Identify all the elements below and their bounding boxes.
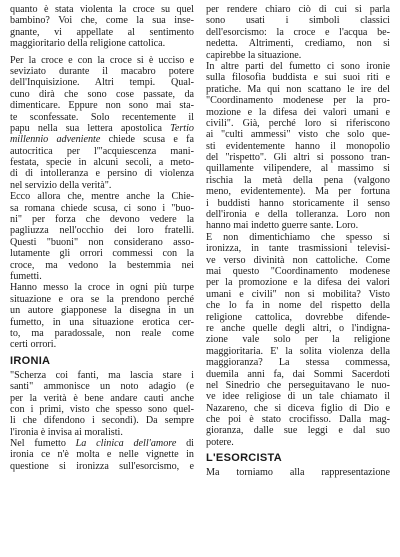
text-line: gnante, vi appellate al sentimento — [10, 26, 194, 38]
text-line: meno, evidentemente). Ma per fortuna — [206, 186, 390, 198]
text-line: maggioritario della religione cattolica. — [10, 38, 166, 50]
text-line: In altre parti del fumetto ci sono ironie — [206, 60, 390, 72]
text-line: croce, ma vedono la bestemmia nei — [10, 259, 194, 271]
text-line: nel servizio della verità". — [10, 179, 112, 191]
text-line: ai "culti ammessi" visto che solo que- — [206, 129, 390, 141]
text-line: festata, specie in alcuni secoli, a meto- — [10, 157, 194, 169]
text-line: ironizza, in tante trasmissioni televisi- — [206, 243, 390, 255]
section-heading: L'ESORCISTA — [206, 452, 282, 465]
text-line: hanno mai indetto guerre sante. Loro. — [206, 220, 359, 232]
text-line: pratiche. Ma qui non scattano le ire del — [206, 83, 390, 95]
text-line: i buddisti hanno storicamente il senso — [206, 197, 390, 209]
text-line: religione cattolica, dovrebbe difende- — [206, 311, 390, 323]
text-line: quillamente vilipendere, al massimo si — [206, 163, 390, 175]
text-line: del "rispetto". Gli altri si possono tran- — [206, 152, 390, 164]
text-line: li che difendono i secondi). Da sempre — [10, 415, 194, 427]
text-line: bambino? Voi che, come la sua inse- — [10, 15, 194, 27]
text-line: dell'ironia e della tolleranza. Loro non — [206, 209, 390, 221]
text-line: potere. — [206, 436, 234, 448]
text-line: dell'Inquisizione. Altri tempi. Qual- — [10, 77, 194, 89]
text-line: sti evidentemente hanno il monopolio — [206, 140, 390, 152]
text-line: per la promozione e la difesa dei valori — [206, 277, 390, 289]
text-line: fumetti. — [10, 270, 42, 282]
text-line: Nel fumetto La clinica dell'amore di — [10, 438, 194, 450]
text-line: sa romana chiede scusa, ci sono i "buo- — [10, 202, 194, 214]
text-line: per rendere chiaro ciò di cui si parla — [206, 4, 390, 15]
text-line: capirebbe la situazione. — [206, 49, 302, 61]
text-line: nedetta. Altrimenti, crediamo, non si — [206, 38, 390, 50]
text-line: civili". Già, perché loro si riferiscono — [206, 117, 390, 129]
text-line: to, ma paradossale, non reale come — [10, 327, 194, 339]
text-line: zione vale solo per la religione — [206, 334, 390, 346]
text-line: per la verità è bene andare cauti anche — [10, 392, 194, 404]
text-line: papu nella sua lettera apostolica Tertio — [10, 122, 194, 134]
text-line: mozione e la difesa dei valori umani e — [206, 106, 390, 118]
text-line: E non dimentichiamo che spesso si — [206, 231, 390, 243]
text-line: pagliuzza nell'occhio dei loro fratelli. — [10, 225, 194, 237]
text-line: l'ironia è invisa ai moralisti. — [10, 426, 123, 438]
text-line: quanto è stata violenta la croce su quel — [10, 4, 194, 15]
text-line: santi" ammonisce un noto adagio (e — [10, 381, 194, 393]
text-line: te sconfessate. Solo recentemente il — [10, 111, 194, 123]
text-line: Ecco allora che, mentre anche la Chie- — [10, 191, 194, 203]
text-line: maggioritaria. E' la solita violenza della — [206, 345, 390, 357]
right-column — [206, 4, 390, 557]
text-line: fumetto, in una situazione erotica cer- — [10, 316, 194, 328]
text-line: questione si ironizza sull'esorcismo, e — [10, 460, 194, 472]
text-line: mai questo "Coordinamento modenese — [206, 265, 390, 277]
text-line: ironia ce n'è molta e nelle vignette in — [10, 449, 194, 461]
text-line: gioranza, dalle sue leggi e dal suo — [206, 425, 390, 437]
text-line: dell'esorcismo: la croce e l'acqua be- — [206, 26, 390, 38]
text-line: che lo fa in nome del rispetto della — [206, 300, 390, 312]
text-line: Nazareno, che si diceva figlio di Dio e — [206, 402, 390, 414]
text-line: duemila anni fa, dai Sommi Sacerdoti — [206, 368, 390, 380]
text-line: autocritica per l'"acquiescenza mani- — [10, 145, 194, 157]
text-line: cuno dirà che sono cose passate, da — [10, 88, 194, 100]
text-line: maggioranza? La stessa commessa, — [206, 357, 390, 369]
text-line: rischia la metà della pena (valgono — [206, 174, 390, 186]
text-line: umani e civili" non si mobilita? Visto — [206, 288, 390, 300]
text-line: Hanno messo la croce in ogni più turpe — [10, 282, 194, 294]
text-line: ve verso divinità non cattoliche. Come — [206, 254, 390, 266]
text-line: "Scherza coi fanti, ma lascia stare i — [10, 369, 194, 381]
text-line: dimenticare. Eppure non sono mai sta- — [10, 100, 194, 112]
section-heading: IRONIA — [10, 354, 51, 367]
text-line: certi orrori. — [10, 339, 57, 351]
text-line: Ma torniamo alla rappresentazione — [206, 467, 390, 479]
text-line: di di intolleranza e persino di violenza — [10, 168, 194, 180]
text-line: nel Sinedrio che perseguitavano le nuo- — [206, 379, 390, 391]
text-line: Per la croce e con la croce si è ucciso e — [10, 54, 194, 66]
text-line: con i primi, visto che spesso sono quel- — [10, 403, 194, 415]
text-line: millennio adveniente chiede scusa e fa — [10, 134, 194, 146]
text-line: situazione e ora se la prendono perché — [10, 293, 194, 305]
text-line: re anche quelle degli altri, o l'indigna- — [206, 322, 390, 334]
text-line: ni" per forza che devono vedere la — [10, 214, 194, 226]
text-line: che poi è stato crocifisso. Dalla mag- — [206, 414, 390, 426]
text-line: "Coordinamento modenese per la pro- — [206, 95, 390, 107]
left-column — [10, 4, 194, 557]
text-line: Questi "buoni" non considerano asso- — [10, 236, 194, 248]
text-line: lutamente gli orrori commessi con la — [10, 248, 194, 260]
text-line: seviziato durante il macabro potere — [10, 65, 194, 77]
text-line: sono usati i simboli classici — [206, 15, 390, 27]
text-line: ve idee religiose di un tale chiamato il — [206, 391, 390, 403]
text-line: un autore giapponese la disegna in un — [10, 305, 194, 317]
text-line: sulla filosofia buddista e sui suoi riti e — [206, 72, 390, 84]
